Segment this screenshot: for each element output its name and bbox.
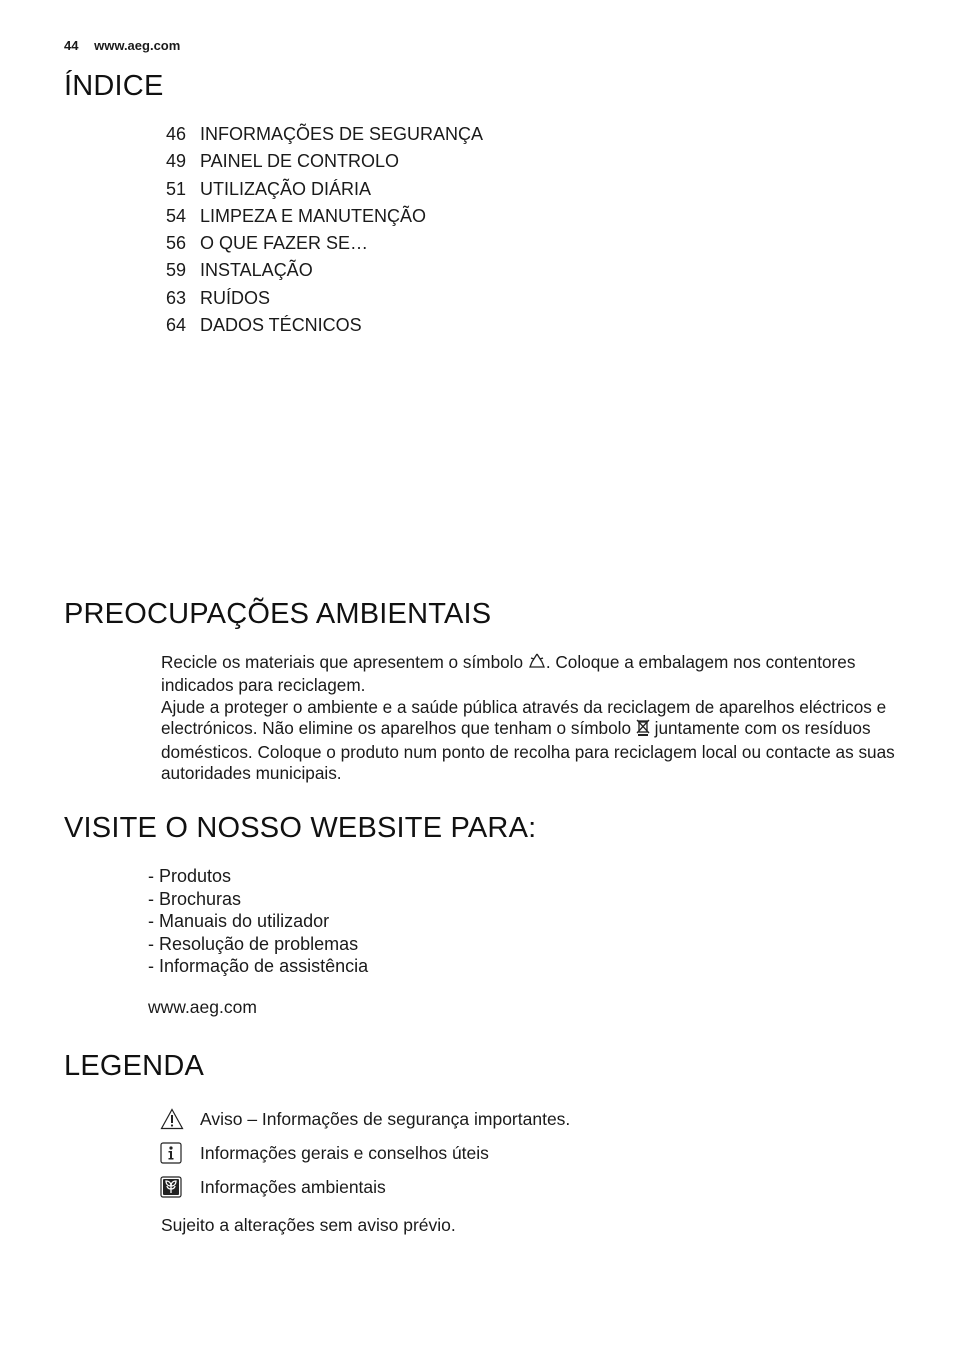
toc-label: UTILIZAÇÃO DIÁRIA (200, 178, 372, 199)
toc-page: 54 (166, 205, 187, 226)
toc-label: LIMPEZA E MANUTENÇÃO (200, 205, 427, 226)
legend-item (160, 1170, 570, 1204)
toc-page: 64 (166, 315, 187, 336)
page-header (64, 38, 180, 53)
toc-label: RUÍDOS (200, 287, 271, 308)
legend-list (160, 1102, 570, 1204)
list-item: - Brochuras (148, 888, 242, 909)
toc-label: O QUE FAZER SE… (200, 233, 369, 254)
toc-item[interactable] (166, 204, 483, 231)
toc-page: 51 (166, 178, 187, 199)
table-of-contents (166, 122, 483, 340)
toc-page: 63 (166, 287, 187, 308)
environment-icon (160, 1176, 200, 1198)
toc-page: 46 (166, 124, 187, 144)
toc-page: 49 (166, 151, 187, 172)
toc-item[interactable] (166, 258, 483, 285)
website-link[interactable]: www.aeg.com (148, 997, 257, 1017)
toc-item[interactable] (166, 231, 483, 258)
recycle-paragraph: Recicle os materiais que apresentem o símbolo . Coloque a embalagem nos contentores indicados para reciclagem. (161, 652, 856, 696)
website-list (148, 865, 368, 978)
warning-triangle-icon (160, 1108, 200, 1130)
disclaimer-note: Sujeito a alterações sem aviso prévio. (161, 1215, 456, 1235)
recycle-icon (528, 653, 546, 675)
index-title: ÍNDICE (64, 70, 164, 102)
toc-page: 59 (166, 260, 187, 281)
toc-label: INSTALAÇÃO (200, 260, 313, 281)
toc-label: PAINEL DE CONTROLO (200, 151, 400, 172)
toc-page: 56 (166, 233, 187, 254)
toc-item[interactable] (166, 177, 483, 204)
legend-item (160, 1102, 570, 1136)
toc-item[interactable] (166, 286, 483, 313)
legend-item (160, 1136, 570, 1170)
list-item: - Produtos (148, 866, 232, 886)
legend-label: Informações gerais e conselhos úteis (200, 1142, 489, 1163)
toc-item[interactable] (166, 122, 483, 149)
crossed-bin-icon (636, 718, 650, 741)
website-title: VISITE O NOSSO WEBSITE PARA: (64, 812, 537, 844)
toc-item[interactable] (166, 149, 483, 176)
list-item: - Informação de assistência (148, 956, 369, 976)
toc-label: DADOS TÉCNICOS (200, 315, 362, 336)
legend-label: Aviso – Informações de segurança importantes. (200, 1108, 571, 1129)
list-item: - Manuais do utilizador (148, 911, 330, 931)
environment-text (161, 652, 906, 784)
legend-title: LEGENDA (64, 1050, 204, 1082)
environment-title: PREOCUPAÇÕES AMBIENTAIS (64, 598, 492, 630)
header-website-link[interactable]: www.aeg.com (94, 38, 181, 53)
toc-item[interactable] (166, 313, 483, 340)
page-number: 44 (64, 38, 79, 53)
list-item: - Resolução de problemas (148, 933, 359, 954)
weee-paragraph: Ajude a proteger o ambiente e a saúde pública através da reciclagem de aparelhos eléctricos e electrónicos. Não elimine os aparelhos que tenham o símbolo juntamente com os resíduos domésticos. Coloque o produto num ponto de recolha para reciclagem local ou contacte as suas autoridades municipais. (161, 696, 895, 784)
info-icon (160, 1142, 200, 1164)
legend-label: Informações ambientais (200, 1176, 386, 1197)
toc-label: INFORMAÇÕES DE SEGURANÇA (200, 124, 484, 144)
